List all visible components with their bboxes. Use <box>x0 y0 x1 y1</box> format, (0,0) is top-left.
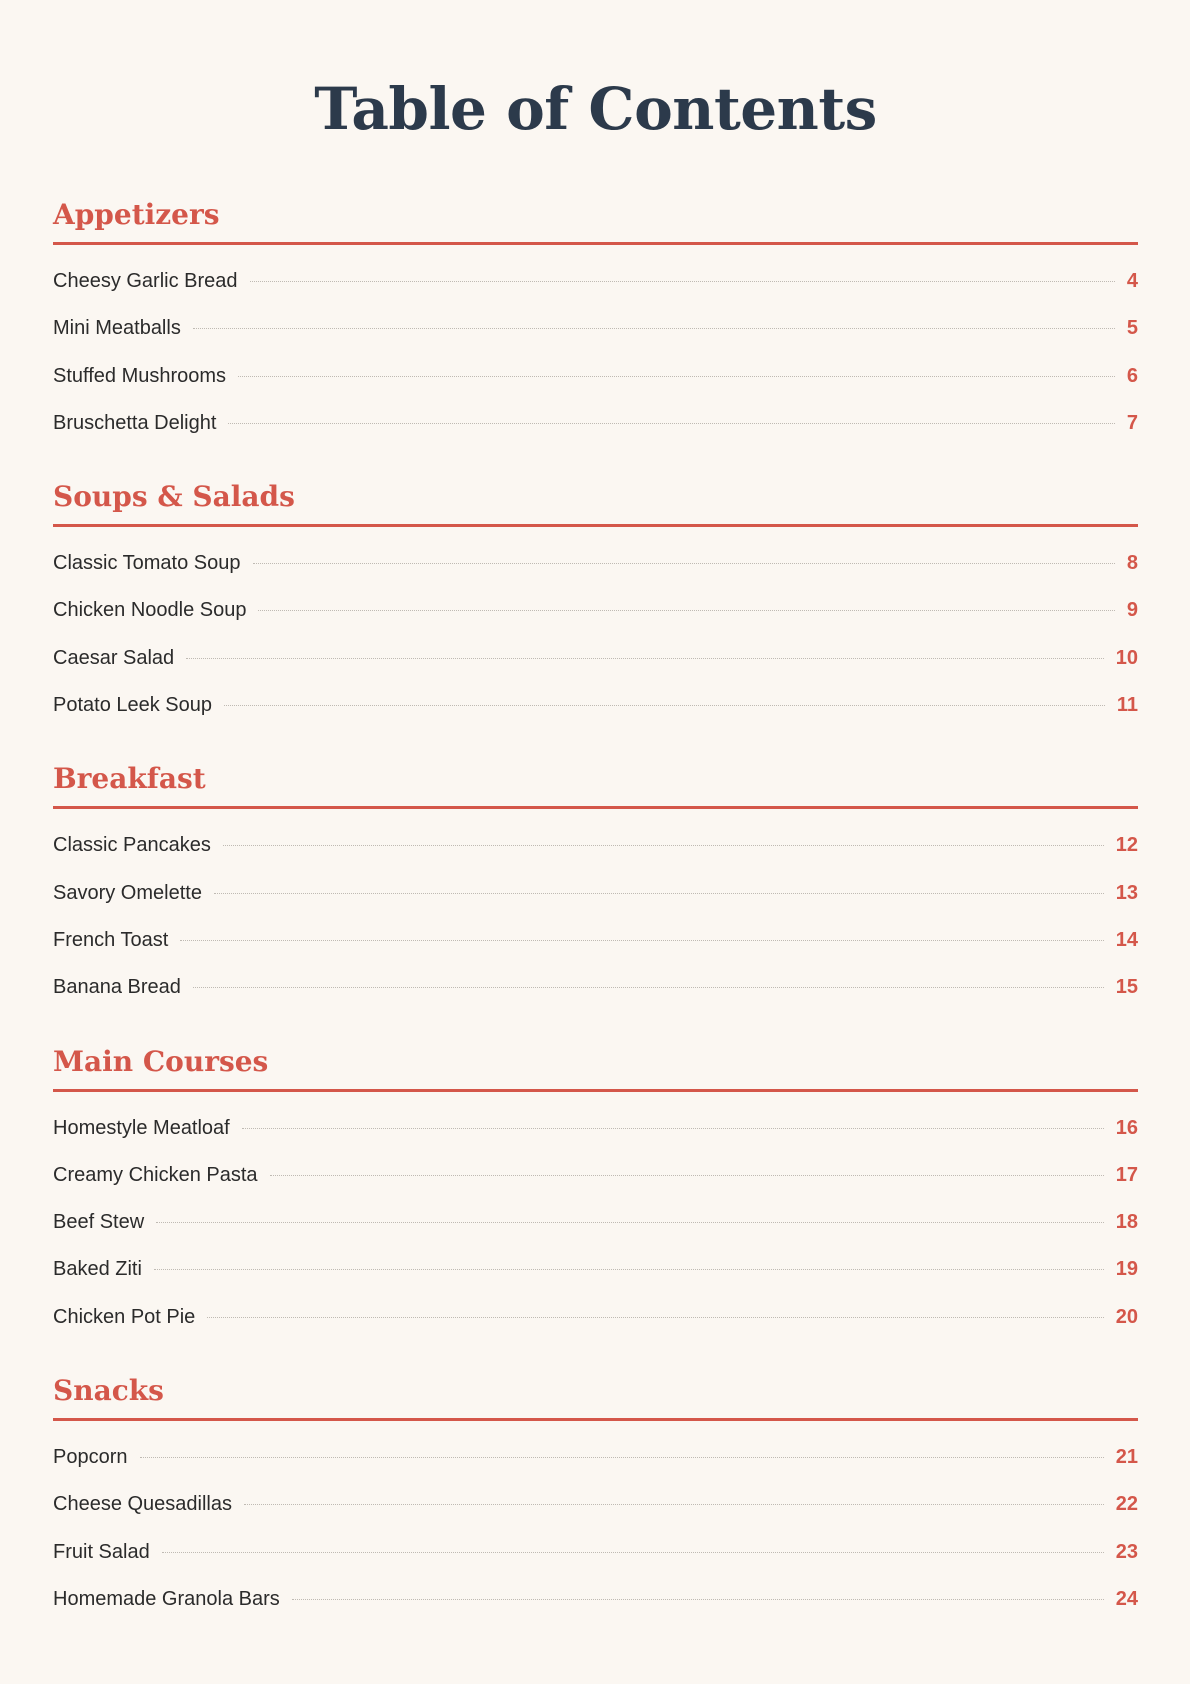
dot-leader <box>250 281 1115 282</box>
toc-section <box>53 195 1138 447</box>
toc-entry[interactable] <box>53 1529 1138 1576</box>
section-heading: Main Courses <box>53 1042 1138 1092</box>
dot-leader <box>223 845 1104 846</box>
entry-page-number: 19 <box>1115 1258 1138 1281</box>
toc-entry[interactable] <box>53 1481 1138 1528</box>
entry-title: Banana Bread <box>53 976 181 999</box>
dot-leader <box>180 940 1104 941</box>
entry-title: Classic Pancakes <box>53 834 211 857</box>
toc-entry[interactable] <box>53 587 1138 634</box>
entry-page-number: 5 <box>1126 317 1138 340</box>
section-entries <box>53 540 1138 729</box>
dot-leader <box>162 1552 1104 1553</box>
dot-leader <box>238 376 1115 377</box>
toc-entry[interactable] <box>53 1434 1138 1481</box>
entry-page-number: 18 <box>1115 1211 1138 1234</box>
toc-entry[interactable] <box>53 1246 1138 1293</box>
section-entries <box>53 258 1138 447</box>
entry-page-number: 21 <box>1115 1446 1138 1469</box>
entry-title: Bruschetta Delight <box>53 411 217 434</box>
section-heading: Soups & Salads <box>53 477 1138 527</box>
section-heading: Snacks <box>53 1371 1138 1421</box>
section-entries <box>53 1434 1138 1623</box>
entry-title: Creamy Chicken Pasta <box>53 1163 258 1186</box>
dot-leader <box>193 987 1104 988</box>
toc-entry[interactable] <box>53 353 1138 400</box>
entry-title: Cheesy Garlic Bread <box>53 270 238 292</box>
toc-entry[interactable] <box>53 1105 1138 1152</box>
entry-page-number: 17 <box>1115 1163 1138 1186</box>
toc-section <box>53 477 1138 729</box>
dot-leader <box>242 1128 1104 1129</box>
entry-page-number: 16 <box>1115 1116 1138 1139</box>
dot-leader <box>258 610 1114 611</box>
entry-title: Chicken Pot Pie <box>53 1305 196 1328</box>
entry-page-number: 11 <box>1116 694 1138 717</box>
entry-page-number: 24 <box>1115 1587 1138 1610</box>
entry-page-number: 10 <box>1115 646 1138 669</box>
entry-title: Chicken Noodle Soup <box>53 599 247 622</box>
entry-title: Homemade Granola Bars <box>53 1587 280 1610</box>
section-entries <box>53 1105 1138 1341</box>
dot-leader <box>224 705 1105 706</box>
entry-page-number: 12 <box>1115 834 1138 857</box>
entry-title: Potato Leek Soup <box>53 694 213 717</box>
entry-title: Classic Tomato Soup <box>53 552 241 575</box>
entry-page-number: 4 <box>1126 270 1138 292</box>
toc-entry[interactable] <box>53 822 1138 869</box>
toc-entry[interactable] <box>53 305 1138 352</box>
entry-title: Baked Ziti <box>53 1258 142 1281</box>
entry-page-number: 20 <box>1115 1305 1138 1328</box>
dot-leader <box>140 1457 1104 1458</box>
page-title: Table of Contents <box>314 75 877 143</box>
entry-title: Stuffed Mushrooms <box>53 364 227 387</box>
entry-page-number: 8 <box>1126 552 1138 575</box>
entry-page-number: 6 <box>1126 364 1138 387</box>
dot-leader <box>186 658 1104 659</box>
toc-section <box>53 1042 1138 1341</box>
dot-leader <box>156 1222 1104 1223</box>
toc-entry[interactable] <box>53 540 1138 587</box>
toc-entry[interactable] <box>53 1576 1138 1623</box>
toc-entry[interactable] <box>53 682 1138 729</box>
entry-page-number: 13 <box>1115 881 1138 904</box>
toc-section <box>53 759 1138 1011</box>
dot-leader <box>154 1269 1104 1270</box>
toc-entry[interactable] <box>53 258 1138 305</box>
toc-entry[interactable] <box>53 870 1138 917</box>
dot-leader <box>253 563 1115 564</box>
section-entries <box>53 822 1138 1011</box>
entry-title: Mini Meatballs <box>53 317 181 340</box>
dot-leader <box>228 423 1114 424</box>
entry-title: Caesar Salad <box>53 646 175 669</box>
entry-title: Beef Stew <box>53 1211 145 1234</box>
toc-entry[interactable] <box>53 964 1138 1011</box>
entry-page-number: 23 <box>1115 1540 1138 1563</box>
entry-page-number: 15 <box>1115 976 1138 999</box>
entry-title: Homestyle Meatloaf <box>53 1116 230 1139</box>
dot-leader <box>244 1504 1104 1505</box>
toc-entry[interactable] <box>53 400 1138 447</box>
toc-entry[interactable] <box>53 1152 1138 1199</box>
section-heading: Breakfast <box>53 759 1138 809</box>
entry-title: Fruit Salad <box>53 1540 150 1563</box>
dot-leader <box>207 1317 1103 1318</box>
toc-section <box>53 1371 1138 1623</box>
toc-entry[interactable] <box>53 1294 1138 1341</box>
toc-entry[interactable] <box>53 917 1138 964</box>
entry-title: Savory Omelette <box>53 881 202 904</box>
dot-leader <box>214 893 1104 894</box>
entry-title: Cheese Quesadillas <box>53 1493 232 1516</box>
entry-page-number: 9 <box>1126 599 1138 622</box>
dot-leader <box>193 328 1115 329</box>
entry-page-number: 22 <box>1115 1493 1138 1516</box>
toc-sections <box>53 195 1138 1623</box>
dot-leader <box>270 1175 1104 1176</box>
entry-title: Popcorn <box>53 1446 128 1469</box>
entry-title: French Toast <box>53 928 169 951</box>
toc-entry[interactable] <box>53 1199 1138 1246</box>
section-heading: Appetizers <box>53 195 1138 245</box>
toc-entry[interactable] <box>53 635 1138 682</box>
dot-leader <box>292 1599 1104 1600</box>
entry-page-number: 14 <box>1115 928 1138 951</box>
entry-page-number: 7 <box>1126 411 1138 434</box>
